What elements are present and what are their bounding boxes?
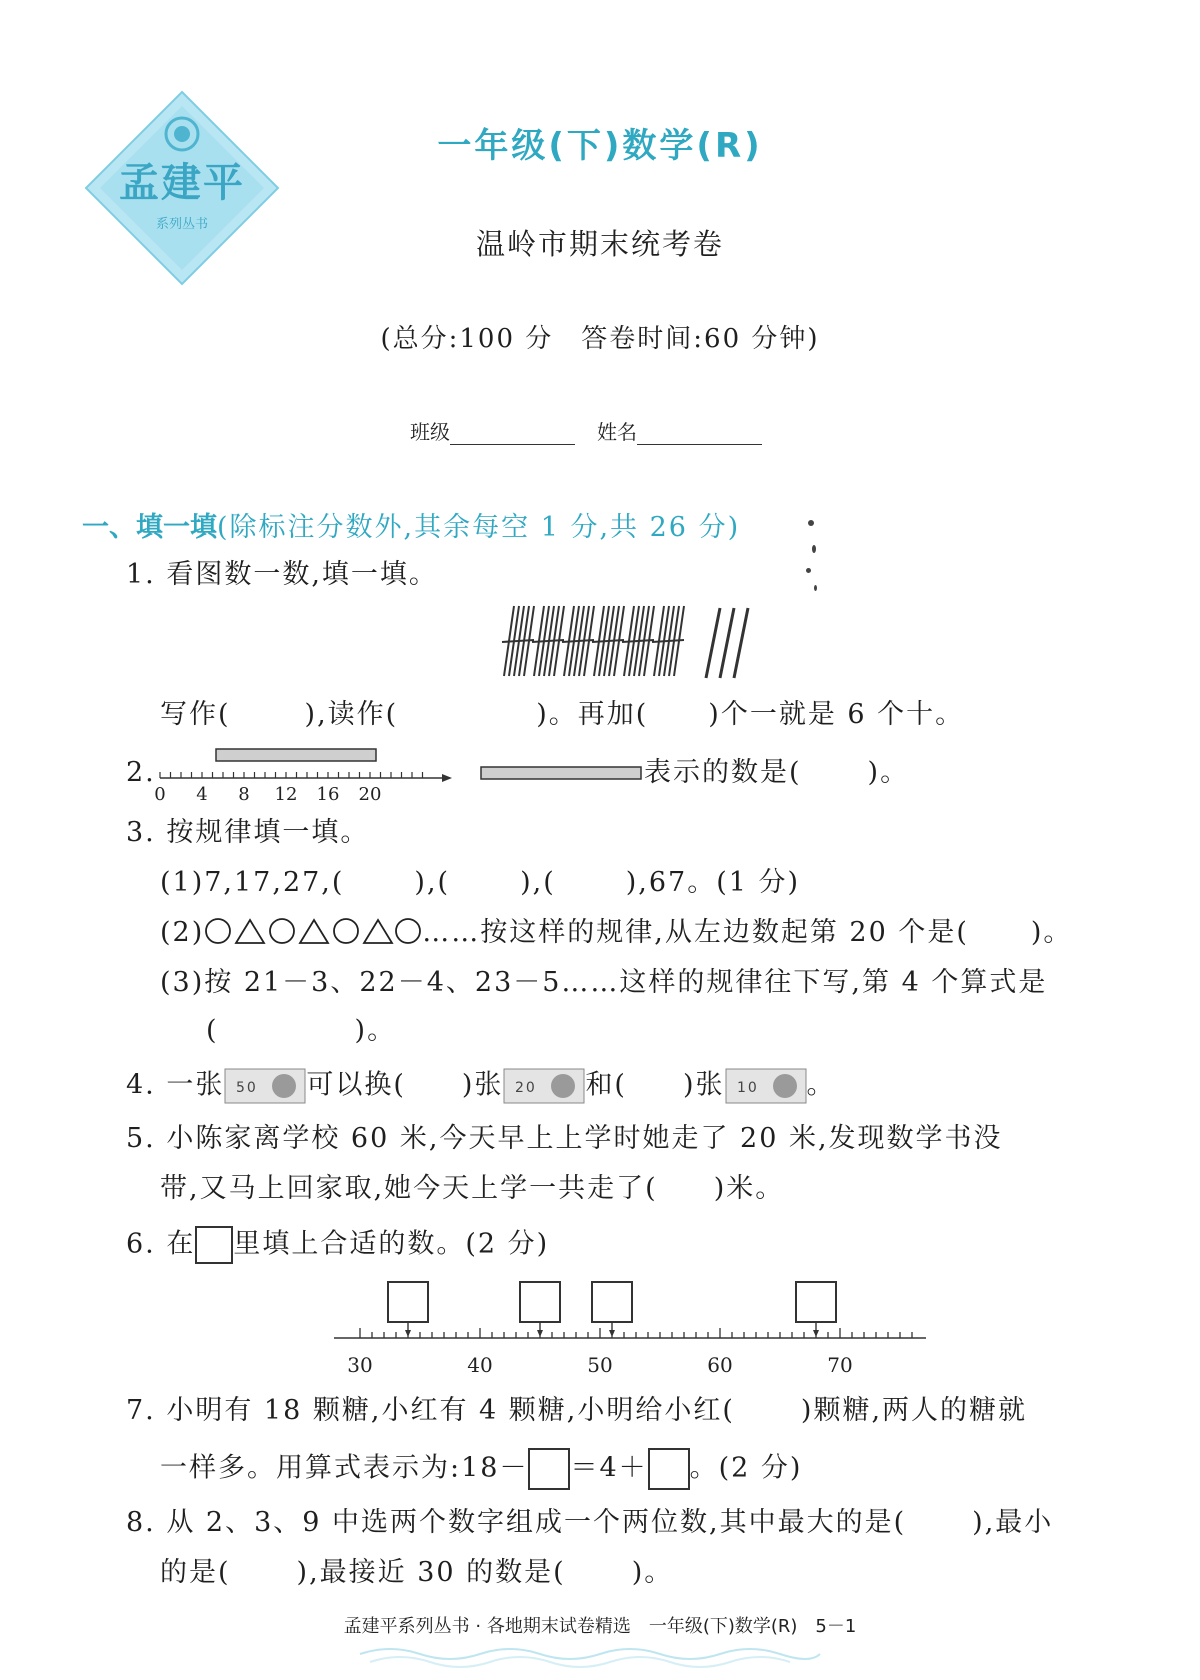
answer-box[interactable] [520,1282,560,1337]
q7-text-c: 一样多。用算式表示为:18－ [160,1452,529,1484]
q4-text-c: )张 [461,1069,504,1101]
stick-bundle [652,606,684,676]
q2-number-line [154,744,454,805]
answer-box[interactable] [388,1282,428,1337]
section-title: 一、填一填 [82,512,217,543]
q6-text-a: 6. 在 [126,1228,196,1260]
q2-text [644,756,909,790]
q5-text-a: 带,又马上回家取,她今天上学一共走了( [160,1173,658,1204]
q8-text-a: 8. 从 2、3、9 中选两个数字组成一个两位数,其中最大的是( [126,1507,907,1538]
svg-text:10: 10 [736,1080,759,1096]
name-label: 姓名 [597,420,637,444]
q7-box-2[interactable] [648,1448,690,1490]
q2-text-a: 表示的数是( [644,757,802,788]
q5-text-b: )米。 [713,1173,785,1204]
svg-text:20: 20 [515,1080,538,1096]
q3-p2-text-b: ……按这样的规律,从左边数起第 20 个是( [422,917,969,948]
q2-reference-bar [480,763,644,783]
q3-p3-paren-close: )。 [354,1015,397,1046]
triangle-icon [300,920,328,943]
q6-prompt [126,1226,549,1264]
q4-line [126,1068,836,1104]
q8-text-b: ),最小 [972,1507,1054,1538]
single-stick [734,608,748,678]
arrow-icon [442,774,452,782]
single-stick [706,608,720,678]
q3-part3: (3)按 21－3、22－4、23－5……这样的规律往下写,第 4 个算式是 [160,967,1048,998]
footer-wave-decoration [360,1642,820,1666]
tick-label: 40 [467,1353,493,1377]
q3-p1-text-d: ),67。(1 分) [625,867,801,898]
triangle-icon [236,920,264,943]
answer-box-sample [195,1226,233,1264]
circle-icon [270,919,294,943]
q7-text-d: ＝4＋ [570,1452,648,1484]
q7-text-e: 。(2 分) [689,1452,803,1484]
q3-prompt: 3. 按规律填一填。 [126,817,370,848]
stick-bundles [502,606,684,676]
name-field[interactable] [637,424,762,445]
class-field[interactable] [450,424,575,445]
tick-label: 0 [154,784,166,805]
section-heading [82,505,740,544]
triangle-icon [364,920,392,943]
q6-text-b: 里填上合适的数。(2 分) [233,1228,550,1260]
svg-text:50: 50 [236,1080,259,1096]
q8-line-1 [126,1506,1053,1540]
q3-p2-text-c: )。 [1030,917,1073,948]
tick-label: 4 [196,784,208,805]
q5-line-1: 5. 小陈家离学校 60 米,今天早上上学时她走了 20 米,发现数学书没 [126,1123,1003,1154]
q7-text-a: 7. 小明有 18 颗糖,小红有 4 颗糖,小明给小红( [126,1395,735,1426]
banknote-10-icon [725,1068,807,1104]
scan-speck [808,520,814,526]
q8-text-e: )。 [631,1557,674,1588]
q4-text-b: 可以换( [306,1069,406,1101]
q1-prompt: 1. 看图数一数,填一填。 [126,559,438,590]
banknote-20-icon [503,1068,585,1104]
shape-pattern [204,917,422,945]
circle-icon [334,919,358,943]
answer-box[interactable] [796,1282,836,1337]
q3-part1 [160,866,800,900]
q4-text-e: )张 [682,1069,725,1101]
logo-text: 孟建平 [119,160,245,206]
tick-label: 60 [707,1353,733,1377]
q3-p1-text-a: (1)7,17,27,( [160,867,345,898]
q4-text-f: 。 [806,1069,836,1101]
section-note: (除标注分数外,其余每空 1 分,共 26 分) [217,512,741,543]
q8-text-d: ),最接近 30 的数是( [296,1557,566,1588]
stick-bundle [592,606,624,676]
q1-text-b: ),读作( [304,699,399,730]
q1-text-c: )。再加( [536,699,649,730]
logo-subtext: 系列丛书 [155,217,209,232]
stick-bundle [532,606,564,676]
q6-number-line [330,1272,930,1382]
q3-p2-text-a: (2) [160,917,205,948]
circle-icon [396,919,420,943]
q3-p1-text-b: ),( [414,867,451,898]
q4-text-a: 4. 一张 [126,1069,225,1101]
exam-subtitle: 温岭市期末统考卷 [475,227,724,261]
tick-label: 16 [316,784,340,805]
page-title: 一年级(下)数学(R) [437,126,763,166]
q8-text-c: 的是( [160,1557,231,1588]
single-stick [720,608,734,678]
class-label: 班级 [410,420,450,444]
q7-box-1[interactable] [528,1448,570,1490]
q2-bar [216,749,376,761]
q1-text-a: 写作( [160,699,231,730]
q3-part2 [160,916,1072,950]
single-sticks [706,608,748,678]
tick-label: 8 [238,784,250,805]
q4-text-d: 和( [585,1069,627,1101]
stick-bundle [502,606,534,676]
q7-line-2 [160,1448,802,1490]
sticks-illustration [500,602,770,684]
scan-speck [806,568,811,573]
tick-label: 12 [274,784,298,805]
scan-speck [814,585,817,591]
circle-icon [206,919,230,943]
tick-label: 30 [347,1353,373,1377]
q2-number: 2. [126,757,156,788]
tick-label: 20 [358,784,382,805]
q1-text-d: )个一就是 6 个十。 [708,699,965,730]
q3-p3-paren-open: ( [206,1015,219,1046]
q7-line-1 [126,1394,1027,1428]
q5-line-2 [160,1172,784,1206]
page-footer: 孟建平系列丛书 · 各地期末试卷精选 一年级(下)数学(R) 5－1 [343,1616,857,1637]
q3-part3-answer [206,1014,396,1048]
q2-text-end: )。 [867,757,910,788]
banknote-50-icon [224,1068,306,1104]
student-info-fields [410,416,784,445]
tick-label: 50 [587,1353,613,1377]
q7-text-b: )颗糖,两人的糖就 [800,1395,1028,1426]
score-info: (总分:100 分 答卷时间:60 分钟) [380,324,820,354]
q8-line-2 [160,1556,673,1590]
stick-bundle [622,606,654,676]
stick-bundle [562,606,594,676]
q3-p1-text-c: ),( [520,867,556,898]
tick-label: 70 [827,1353,853,1377]
scan-speck [812,545,816,553]
q1-answer-line [160,698,964,732]
answer-box[interactable] [592,1282,632,1337]
